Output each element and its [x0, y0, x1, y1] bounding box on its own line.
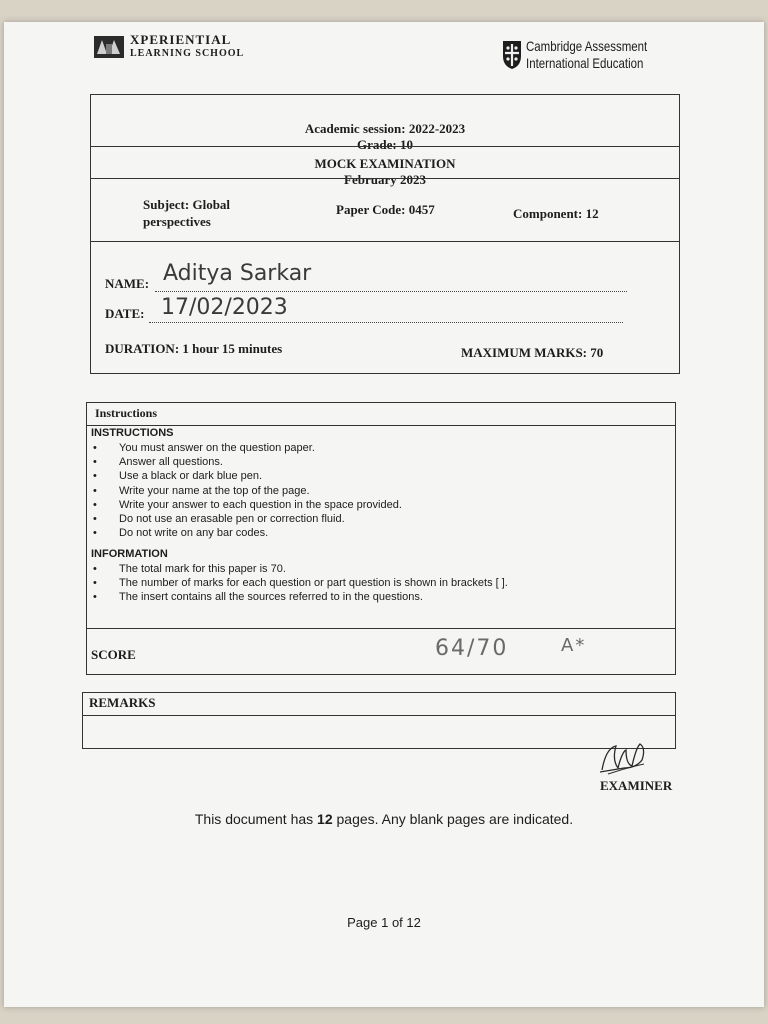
name-line	[155, 291, 627, 292]
school-logo	[94, 34, 254, 62]
divider	[91, 241, 679, 242]
remarks-box	[82, 692, 676, 749]
instructions-heading: INSTRUCTIONS	[91, 427, 174, 439]
divider	[91, 178, 679, 179]
list-item: • Write your name at the top of the page.	[93, 484, 402, 498]
maximum-marks: MAXIMUM MARKS: 70	[461, 345, 604, 360]
divider	[87, 425, 675, 426]
information-heading: INFORMATION	[91, 548, 168, 560]
duration: DURATION: 1 hour 15 minutes	[105, 341, 283, 356]
page-number: Page 1 of 12	[347, 915, 421, 930]
exam-cover-page	[4, 22, 764, 1007]
score-label: SCORE	[91, 647, 136, 662]
paper-code: Paper Code: 0457	[336, 202, 435, 217]
divider	[91, 146, 679, 147]
date-line	[149, 322, 623, 323]
list-item: • Answer all questions.	[93, 455, 402, 469]
examiner-label: EXAMINER	[600, 778, 673, 793]
exam-title: MOCK EXAMINATION	[314, 156, 456, 171]
school-name: XPERIENTIAL LEARNING SCHOOL	[130, 32, 245, 59]
list-item: • The number of marks for each question or part question is shown in brackets [ ].	[93, 576, 508, 590]
shield-icon	[502, 40, 522, 70]
instructions-list	[93, 441, 402, 540]
instructions-box	[86, 402, 676, 675]
examiner-signature	[596, 738, 648, 778]
list-item: • Do not write on any bar codes.	[93, 526, 402, 540]
list-item: • Do not use an erasable pen or correction fluid.	[93, 512, 402, 526]
divider	[83, 715, 675, 716]
grade: Grade: 10	[357, 137, 413, 152]
document-page-note: This document has 12 pages. Any blank pages are indicated.	[194, 811, 574, 827]
date-label: DATE:	[105, 306, 145, 321]
name-label: NAME:	[105, 276, 150, 291]
name-value: Aditya Sarkar	[163, 261, 312, 286]
list-item: • Use a black or dark blue pen.	[93, 469, 402, 483]
list-item: • Write your answer to each question in the space provided.	[93, 498, 402, 512]
cambridge-logo	[502, 38, 652, 78]
cambridge-text: Cambridge Assessment International Education	[526, 38, 648, 71]
list-item: • You must answer on the question paper.	[93, 441, 402, 455]
instructions-box-title: Instructions	[95, 406, 158, 420]
list-item: • The insert contains all the sources referred to in the questions.	[93, 590, 508, 604]
remarks-label: REMARKS	[89, 695, 156, 710]
information-list	[93, 562, 508, 605]
exam-details-box	[90, 94, 680, 374]
score-grade: A*	[561, 635, 587, 656]
score-value: 64/70	[435, 636, 509, 661]
subject: Subject: Global perspectives	[143, 197, 231, 229]
divider	[87, 628, 675, 629]
list-item: • The total mark for this paper is 70.	[93, 562, 508, 576]
component: Component: 12	[513, 206, 599, 221]
academic-session: Academic session: 2022-2023	[304, 121, 466, 136]
exam-month: February 2023	[344, 172, 426, 187]
date-value: 17/02/2023	[161, 295, 288, 320]
school-emblem-icon	[94, 36, 124, 58]
